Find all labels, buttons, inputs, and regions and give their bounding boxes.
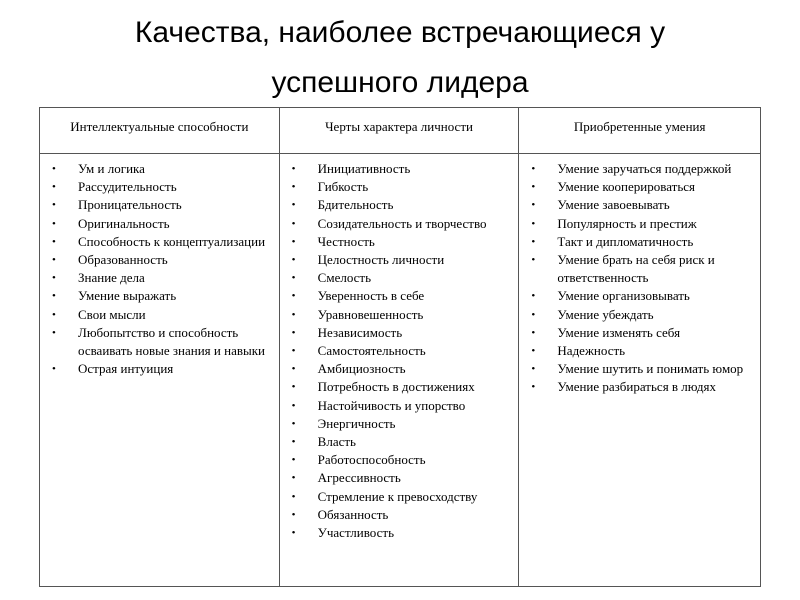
bullet-icon: • bbox=[52, 181, 56, 194]
list-item bbox=[519, 233, 754, 251]
bullet-icon: • bbox=[531, 199, 536, 212]
list-item bbox=[40, 196, 273, 214]
bullet-icon: • bbox=[531, 381, 536, 394]
list-item bbox=[280, 415, 513, 433]
list-item-text: Умение организовывать bbox=[557, 288, 690, 304]
list-item bbox=[280, 178, 513, 196]
list-item-text: Обязанность bbox=[317, 506, 389, 522]
bullet-icon: • bbox=[531, 254, 536, 267]
bullet-icon: • bbox=[531, 308, 536, 321]
header-intellectual: Интеллектуальные способности bbox=[40, 108, 280, 154]
list-item bbox=[519, 378, 754, 396]
list-item-text: Умение шутить и понимать юмор bbox=[557, 361, 744, 377]
list-item bbox=[280, 342, 513, 360]
list-item-text: Смелость bbox=[317, 270, 372, 286]
list-item bbox=[519, 251, 754, 287]
bullet-icon: • bbox=[52, 217, 56, 230]
page-title bbox=[0, 8, 800, 108]
list-item-text: Способность к концептуализации bbox=[78, 233, 266, 249]
list-item-text: Умение выражать bbox=[78, 288, 177, 304]
bullet-icon: • bbox=[52, 199, 56, 212]
bullet-icon: • bbox=[531, 217, 536, 230]
bullet-icon: • bbox=[52, 163, 56, 175]
bullet-icon: • bbox=[291, 345, 296, 358]
bullet-icon: • bbox=[52, 235, 56, 248]
list-intellectual bbox=[40, 160, 279, 378]
list-item-text: Инициативность bbox=[317, 161, 411, 176]
bullet-icon: • bbox=[291, 326, 296, 339]
bullet-icon: • bbox=[291, 436, 296, 449]
list-item-text: Умение убеждать bbox=[557, 306, 654, 322]
list-item-text: Уравновешенность bbox=[317, 306, 424, 322]
list-item bbox=[280, 488, 513, 506]
bullet-icon: • bbox=[291, 254, 296, 267]
list-item-text: Уверенность в себе bbox=[317, 288, 425, 304]
list-item bbox=[280, 215, 513, 233]
bullet-icon: • bbox=[52, 326, 56, 339]
bullet-icon: • bbox=[52, 254, 56, 267]
list-item bbox=[280, 524, 513, 542]
bullet-icon: • bbox=[531, 163, 536, 175]
header-skills: Приобретенные умения bbox=[519, 108, 761, 154]
bullet-icon: • bbox=[52, 290, 56, 303]
list-item bbox=[280, 287, 513, 305]
list-item-text: Умение изменять себя bbox=[557, 324, 681, 340]
table-header-row bbox=[40, 108, 761, 154]
list-item bbox=[280, 469, 513, 487]
list-item-text: Рассудительность bbox=[78, 179, 177, 195]
bullet-icon: • bbox=[291, 181, 296, 194]
list-item bbox=[40, 251, 273, 269]
list-item-text: Знание дела bbox=[78, 270, 145, 286]
list-character bbox=[280, 160, 519, 542]
bullet-icon: • bbox=[291, 490, 296, 503]
bullet-icon: • bbox=[291, 472, 296, 485]
list-item-text: Умение заручаться поддержкой bbox=[557, 161, 732, 176]
list-item bbox=[40, 269, 273, 287]
list-item bbox=[519, 178, 754, 196]
list-item-text: Энергичность bbox=[317, 415, 396, 431]
bullet-icon: • bbox=[52, 272, 56, 285]
list-item bbox=[280, 451, 513, 469]
list-item bbox=[280, 378, 513, 396]
list-item-text: Бдительность bbox=[317, 197, 394, 213]
list-item bbox=[280, 233, 513, 251]
list-item bbox=[40, 233, 273, 251]
bullet-icon: • bbox=[291, 399, 296, 412]
list-item-text: Надежность bbox=[557, 343, 626, 359]
list-item bbox=[519, 342, 754, 360]
bullet-icon: • bbox=[531, 363, 536, 376]
bullet-icon: • bbox=[531, 181, 536, 194]
list-item-text: Стремление к превосходству bbox=[317, 488, 478, 504]
bullet-icon: • bbox=[531, 326, 536, 339]
bullet-icon: • bbox=[52, 363, 56, 376]
bullet-icon: • bbox=[291, 454, 296, 467]
list-item bbox=[519, 160, 754, 178]
list-item-text: Любопытство и способность осваивать новые знания и навыки bbox=[78, 324, 265, 359]
title-line-1: Качества, наиболее встречающиеся у bbox=[134, 16, 666, 49]
list-item bbox=[280, 196, 513, 214]
list-item-text: Настойчивость и упорство bbox=[317, 397, 466, 413]
list-item bbox=[40, 306, 273, 324]
list-item-text: Участливость bbox=[317, 525, 395, 541]
column-intellectual bbox=[40, 154, 280, 587]
list-item-text: Работоспособность bbox=[317, 452, 426, 468]
bullet-icon: • bbox=[291, 163, 296, 175]
bullet-icon: • bbox=[531, 345, 536, 358]
list-item-text: Умение завоевывать bbox=[557, 197, 670, 213]
list-item-text: Популярность и престиж bbox=[557, 215, 697, 231]
list-item-text: Острая интуиция bbox=[78, 361, 174, 377]
list-item bbox=[40, 287, 273, 305]
list-item-text: Честность bbox=[317, 233, 375, 249]
list-item bbox=[280, 160, 513, 178]
list-item-text: Потребность в достижениях bbox=[317, 379, 475, 395]
list-skills bbox=[519, 160, 760, 397]
qualities-table bbox=[39, 107, 761, 587]
column-character bbox=[279, 154, 519, 587]
list-item bbox=[280, 324, 513, 342]
bullet-icon: • bbox=[291, 308, 296, 321]
list-item bbox=[519, 196, 754, 214]
list-item bbox=[519, 287, 754, 305]
title-line-2: успешного лидера bbox=[271, 66, 529, 99]
list-item-text: Проницательность bbox=[78, 197, 182, 213]
list-item bbox=[280, 506, 513, 524]
list-item bbox=[40, 160, 273, 178]
list-item-text: Гибкость bbox=[317, 179, 369, 195]
list-item bbox=[40, 324, 273, 360]
list-item-text: Власть bbox=[317, 434, 356, 450]
list-item bbox=[519, 215, 754, 233]
bullet-icon: • bbox=[291, 272, 296, 285]
list-item bbox=[40, 178, 273, 196]
list-item-text: Ум и логика bbox=[78, 161, 145, 176]
list-item-text: Умение брать на себя риск и ответственность bbox=[557, 252, 715, 286]
list-item-text: Оригинальность bbox=[78, 215, 170, 231]
list-item-text: Независимость bbox=[317, 324, 403, 340]
bullet-icon: • bbox=[291, 381, 296, 394]
bullet-icon: • bbox=[291, 290, 296, 303]
list-item-text: Образованность bbox=[78, 252, 168, 268]
list-item bbox=[519, 306, 754, 324]
bullet-icon: • bbox=[531, 235, 536, 248]
list-item-text: Амбициозность bbox=[317, 361, 406, 377]
list-item bbox=[280, 269, 513, 287]
list-item bbox=[280, 360, 513, 378]
bullet-icon: • bbox=[52, 308, 56, 321]
list-item bbox=[280, 306, 513, 324]
bullet-icon: • bbox=[291, 235, 296, 248]
table-body-row bbox=[40, 154, 761, 587]
list-item-text: Умение разбираться в людях bbox=[557, 379, 716, 395]
list-item-text: Свои мысли bbox=[78, 306, 146, 322]
list-item bbox=[519, 324, 754, 342]
bullet-icon: • bbox=[291, 417, 296, 430]
list-item bbox=[280, 397, 513, 415]
list-item bbox=[519, 360, 754, 378]
list-item-text: Агрессивность bbox=[317, 470, 401, 486]
bullet-icon: • bbox=[291, 217, 296, 230]
list-item-text: Умение кооперироваться bbox=[557, 179, 695, 195]
bullet-icon: • bbox=[531, 290, 536, 303]
list-item bbox=[280, 251, 513, 269]
list-item-text: Самостоятельность bbox=[317, 343, 426, 359]
column-skills bbox=[519, 154, 761, 587]
list-item bbox=[40, 360, 273, 378]
header-character: Черты характера личности bbox=[279, 108, 519, 154]
list-item-text: Целостность личности bbox=[317, 252, 445, 268]
list-item bbox=[280, 433, 513, 451]
list-item bbox=[40, 215, 273, 233]
bullet-icon: • bbox=[291, 363, 296, 376]
bullet-icon: • bbox=[291, 527, 296, 540]
bullet-icon: • bbox=[291, 508, 296, 521]
list-item-text: Созидательность и творчество bbox=[317, 215, 487, 231]
bullet-icon: • bbox=[291, 199, 296, 212]
list-item-text: Такт и дипломатичность bbox=[557, 233, 694, 249]
